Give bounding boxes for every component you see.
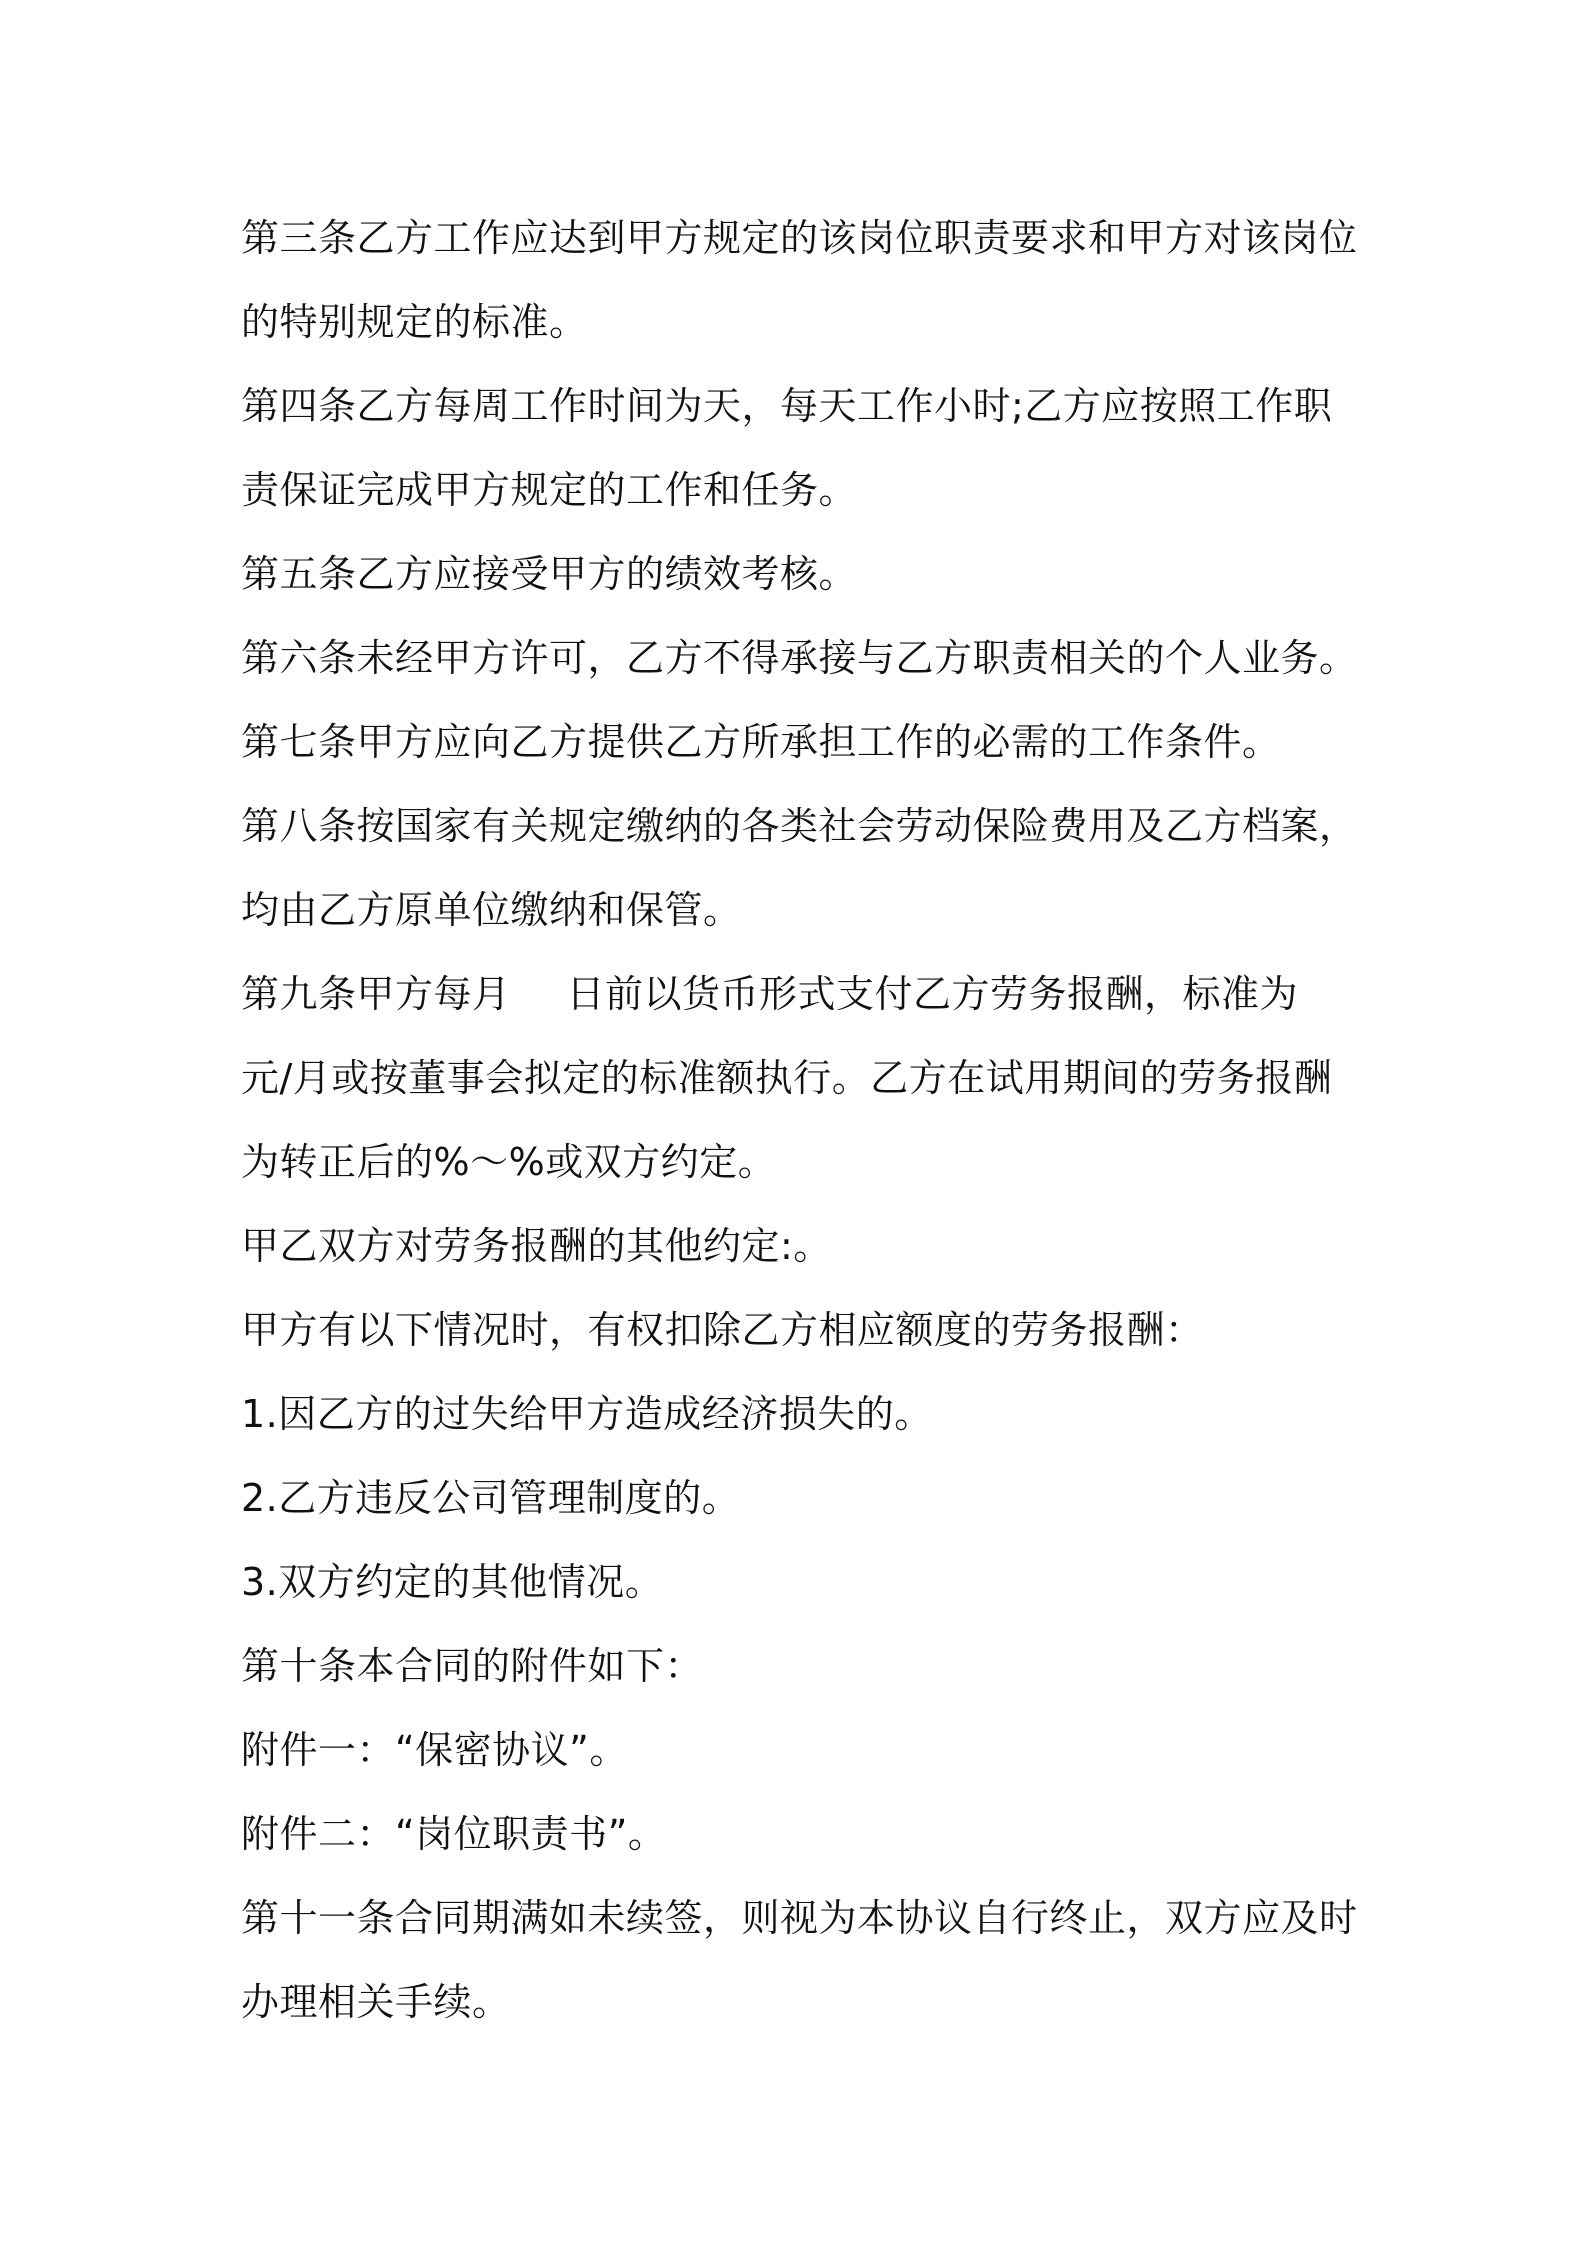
deduction-item-2: 2.乙方违反公司管理制度的。 — [241, 1476, 741, 1520]
deduction-intro: 甲方有以下情况时，有权扣除乙方相应额度的劳务报酬： — [241, 1308, 1204, 1352]
attachment-1: 附件一：“保密协议”。 — [241, 1728, 628, 1772]
deduction-item-1: 1.因乙方的过失给甲方造成经济损失的。 — [241, 1392, 933, 1436]
other-agreement: 甲乙双方对劳务报酬的其他约定:。 — [241, 1224, 832, 1268]
attachment-2: 附件二：“岗位职责书”。 — [241, 1812, 667, 1856]
article-8: 第八条按国家有关规定缴纳的各类社会劳动保险费用及乙方档案，均由乙方原单位缴纳和保管。 — [241, 804, 1358, 932]
article-9-part3: 元/月或按董事会拟定的标准额执行。乙方在试用期间的劳务报酬为转正后的%～%或双方约定。 — [241, 1056, 1333, 1184]
article-10: 第十条本合同的附件如下： — [241, 1644, 704, 1688]
article-4: 第四条乙方每周工作时间为天，每天工作小时;乙方应按照工作职责保证完成甲方规定的工作和任务。 — [241, 384, 1333, 512]
deduction-item-3: 3.双方约定的其他情况。 — [241, 1560, 664, 1604]
article-9-part1: 第九条甲方每月 — [241, 972, 511, 1016]
article-9-part2: 日前以货币形式支付乙方劳务报酬，标准为 — [566, 972, 1299, 1016]
article-6: 第六条未经甲方许可，乙方不得承接与乙方职责相关的个人业务。 — [241, 636, 1358, 680]
article-3: 第三条乙方工作应达到甲方规定的该岗位职责要求和甲方对该岗位的特别规定的标准。 — [241, 216, 1358, 344]
article-9 — [241, 952, 1361, 1204]
article-11: 第十一条合同期满如未续签，则视为本协议自行终止，双方应及时办理相关手续。 — [241, 1896, 1358, 2024]
article-5: 第五条乙方应接受甲方的绩效考核。 — [241, 552, 858, 596]
document-body — [241, 196, 1361, 2044]
article-7: 第七条甲方应向乙方提供乙方所承担工作的必需的工作条件。 — [241, 720, 1281, 764]
